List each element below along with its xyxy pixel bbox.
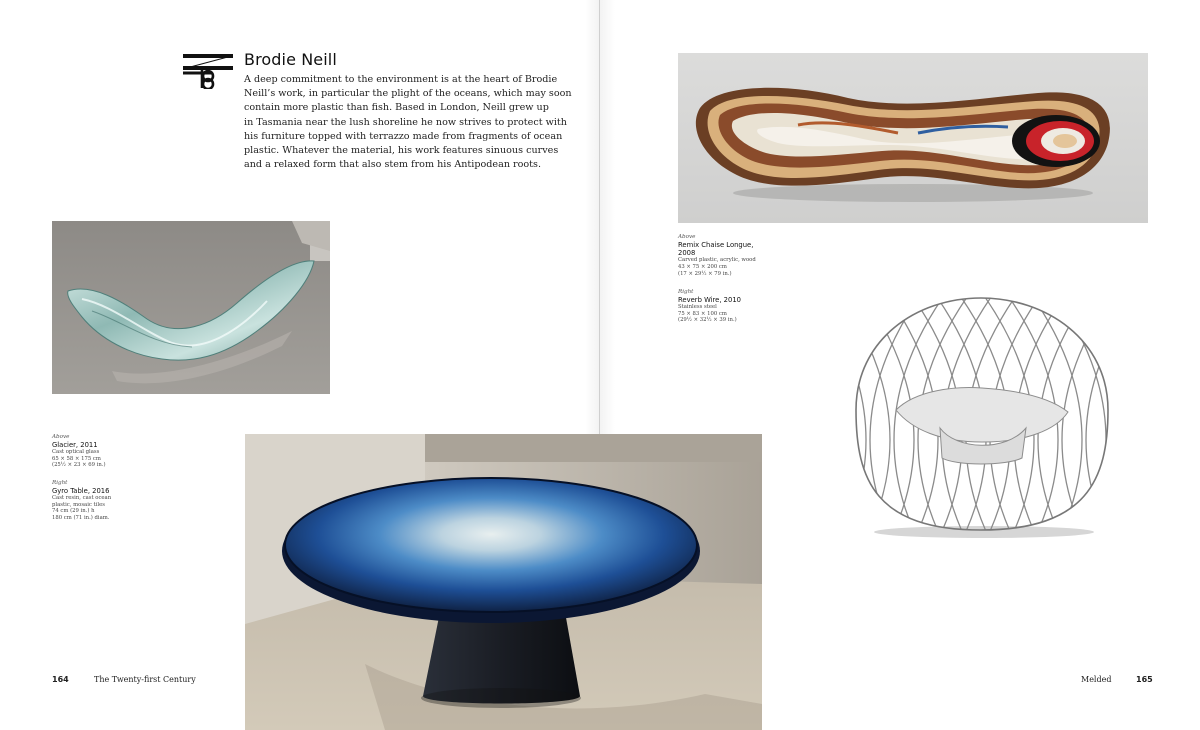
caption-detail: (17 × 29½ × 79 in.) <box>678 270 732 277</box>
intro-line: contain more plastic than fish. Based in London, Neill grew up <box>244 102 549 114</box>
caption-detail: Cast optical glass <box>52 449 100 456</box>
caption-detail: 180 cm (71 in.) diam. <box>52 514 110 521</box>
right-running-head: Melded <box>1081 675 1112 684</box>
intro-paragraph <box>244 73 572 172</box>
caption-work-title: 2008 <box>678 249 696 258</box>
caption-detail: 65 × 58 × 175 cm <box>52 455 101 462</box>
reverb-wire-photo <box>836 290 1126 540</box>
intro-line: Neill’s work, in particular the plight of the oceans, which may soon <box>244 88 572 100</box>
left-running-head: The Twenty-first Century <box>94 675 196 684</box>
caption-detail: 75 × 83 × 100 cm <box>678 310 727 317</box>
intro-line: and a relaxed form that also stem from his Antipodean roots. <box>244 159 542 171</box>
caption-position-label: Right <box>678 289 694 295</box>
caption-gyro-table <box>52 480 111 522</box>
caption-detail: 74 cm (29 in.) h <box>52 508 95 515</box>
caption-detail: Cast resin, cast ocean <box>52 495 112 502</box>
caption-work-title: Glacier, 2011 <box>52 441 98 449</box>
caption-detail: (25½ × 23 × 69 in.) <box>52 462 106 469</box>
intro-line: plastic. Whatever the material, his work features sinuous curves <box>244 145 559 157</box>
caption-detail: 43 × 75 × 200 cm <box>678 264 727 270</box>
caption-work-title: Reverb Wire, 2010 <box>678 296 741 304</box>
caption-work-title: Gyro Table, 2016 <box>52 487 110 495</box>
caption-position-label: Above <box>52 434 70 440</box>
left-page-number: 164 <box>52 675 69 684</box>
caption-glacier <box>52 434 106 469</box>
caption-work-title: Remix Chaise Longue, <box>678 241 754 249</box>
caption-position-label: Above <box>678 234 696 240</box>
right-page-number: 165 <box>1136 675 1153 684</box>
intro-line: his furniture topped with terrazzo made from fragments of ocean <box>244 130 563 142</box>
gyro-table-photo <box>245 434 762 730</box>
glacier-photo <box>52 221 330 394</box>
remix-chaise-photo <box>678 53 1148 223</box>
caption-detail: Carved plastic, acrylic, wood <box>678 257 756 264</box>
caption-reverb-wire <box>678 289 741 324</box>
intro-line: A deep commitment to the environment is at the heart of Brodie <box>244 74 558 85</box>
article-title: Brodie Neill <box>244 50 337 69</box>
caption-remix-chaise <box>678 234 756 277</box>
caption-detail: Stainless steel <box>678 304 717 311</box>
designer-monogram-logo <box>182 51 234 89</box>
caption-detail: plastic, mosaic tiles <box>52 501 105 508</box>
caption-detail: (29½ × 32½ × 39 in.) <box>678 317 737 324</box>
caption-position-label: Right <box>52 480 68 486</box>
intro-line: in Tasmania near the lush shoreline he now strives to protect with <box>244 116 567 128</box>
